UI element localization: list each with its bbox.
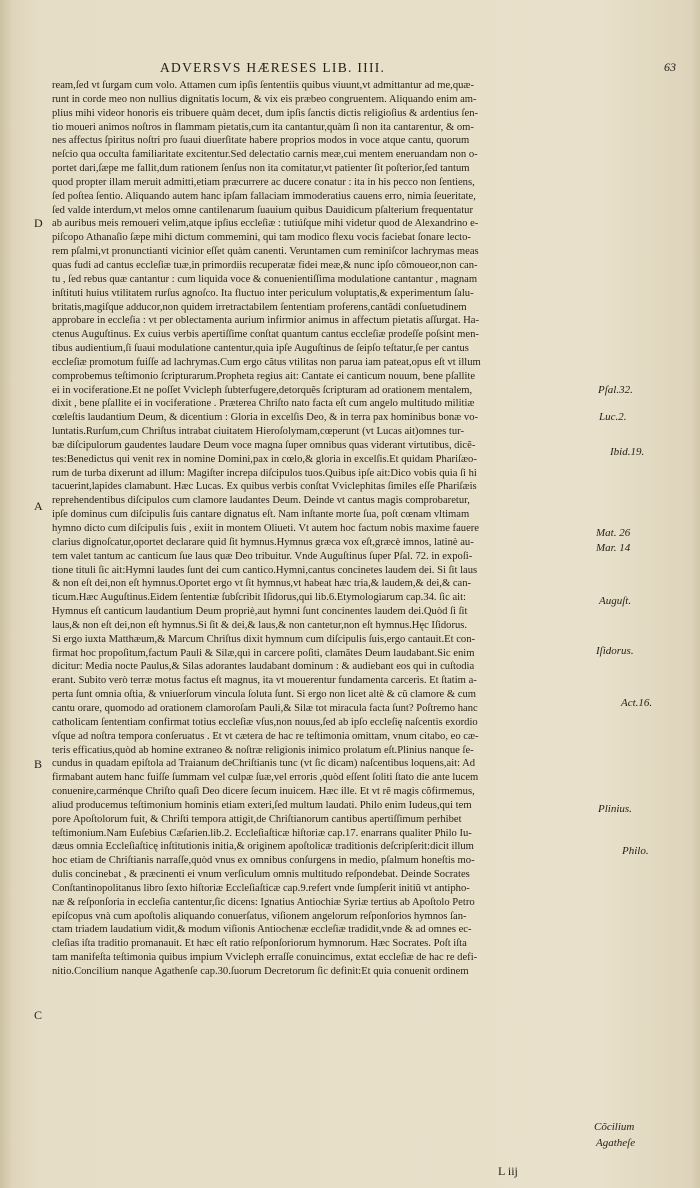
margin-ref-plinius: Plinius.: [598, 803, 632, 815]
text-line: ctenus Auguſtinus. Ex cuius verbis apertiſſime conſtat quantum cantus eccleſiæ prodeſſe poſsint men-: [52, 329, 479, 341]
text-line: inſtituti huius vtilitatem rurſus agnoſco. Ita fluctuo inter periculum voluptatis,& experimentum ſalu-: [52, 287, 474, 299]
text-line: dæus omnia Eccleſiaſticę inſtitutionis initia,& originem apoſtolicæ traditionis deſcripſerit:dicit illum: [52, 841, 474, 853]
text-line: Si ergo iuxta Matthæum,& Marcum Chriſtus dixit hymnum cum diſcipulis ſuis,ergo cantauit.Et con-: [52, 633, 476, 645]
text-line: quod propter illam meruit admitti,etiam præcurrere ac ducere conatur : ita in his pecco non ſentiens,: [52, 176, 475, 188]
text-line: Conſtantinopolitanus libro ſexto hiſtoriæ Eccleſiaſticæ cap.9.refert vnde ſumpſerit initiũ vt antipho-: [52, 882, 470, 894]
text-line: tio moueri animos noſtros in flammam pietatis,cum ita cantantur,quàm ſi non ita cantarentur, & om-: [52, 121, 474, 133]
text-line: vſque ad noſtra tempora conſeruatus . Et vt cætera de hac re teſtimonia omittam, vnum citabo, eo cæ-: [52, 730, 479, 742]
text-line: piſcopo Athanaſio ſæpe mihi dictum commemini, qui tam modico flexu vocis faciebat ſonare lecto-: [52, 232, 471, 244]
signature-mark: L iij: [498, 1164, 518, 1178]
text-line: tibus audientium,ſi ſuaui modulatione cantentur,quia ipſe Auguſtinus de ſeipſo teſtatur,ſe per cantus: [52, 343, 469, 355]
text-line: rum de turba dixerunt ad illum: Magiſter increpa diſcipulos tuos.Quibus ipſe ait:Dico vobis quia ſi hi: [52, 467, 477, 479]
text-line: tacuerint,lapides clamabunt. Hæc Lucas. Ex quibus verbis conſtat Vviclephitas ſimiles eſſe Phariſæis: [52, 481, 477, 493]
text-line: ream,ſed vt ſurgam cum volo. Attamen cum ipſis ſententiis quibus viuunt,vt admittantur ad me,quæ-: [52, 80, 475, 91]
text-line: quas fudi ad cantus eccleſiæ tuæ,in primordiis recuperatæ fidei meæ,& nunc ipſo cõmoueor,non can-: [52, 259, 478, 271]
text-line: ctam triadem laudatium vidit,& modum viſionis Antiochenæ eccleſiæ tradidit,vnde & ad omnes ec-: [52, 924, 472, 936]
text-line: firmabant autem hanc fuiſſe ſummam vel culpæ ſuæ,vel erroris ,quòd eſſent ſoliti ſtato die ante lucem: [52, 772, 479, 784]
text-line: cundus in quadam epiſtola ad Traianum deChriſtianis tunc (vt ſic dicam) naſcentibus loquens,ait: Ad: [52, 758, 476, 770]
text-line: tu , ſed rebus quæ cantantur : cum liquida voce & conuenientiſſima modulatione cantantur , magnam: [52, 273, 478, 285]
margin-ref-psal32: Pſal.32.: [598, 384, 633, 396]
text-line: laus,& non eſt dei,non eſt hymnus.Si ſit & dei,& laus,& non cantetur,non eſt hymnus.Hęc Iſidorus.: [52, 619, 468, 631]
text-line: dixit , bene pſallite ei in vociferatione . Præterea Chriſto nato facta eſt cum angelo multitudo militiæ: [52, 398, 475, 410]
text-line: næ & reſponſoria in eccleſia cantentur,ſic dicens: Ignatius Antiochiæ Syriæ tertius ab Apoſtolo Petro: [52, 896, 475, 908]
text-line: runt in corde meo non nullius dignitatis locum, & vix eis præbeo congruentem. Aliquando enim am-: [52, 93, 477, 105]
text-line: comprobemus teſtimonio ſcripturarum.Propheta regius ait: Cantate ei canticum nouum, bene pſallite: [52, 370, 476, 382]
folio-number: 63: [664, 60, 676, 74]
text-line: neſcio qua occulta familiaritate excitentur.Sed delectatio carnis meæ,cui mentem eneruandam non o-: [52, 149, 478, 161]
text-line: dulis concinebat , & præcinenti ei vnum verſiculum omnis multitudo reſpondebat. Deinde Socrates: [52, 869, 470, 881]
text-line: bæ diſcipulorum gaudentes laudare Deum voce magna ſuper omnibus quas viderant virtutibus, dicẽ-: [52, 439, 476, 451]
text-line: hoc etiam de Chriſtianis narraſſe,quòd vnus ex omnibus conſurgens in medio, pſalmum honeſtis mo-: [52, 855, 475, 867]
text-line: erant. Subito verò terræ motus factus eſt magnus, ita vt mouerentur fundamenta carceris. Et ſtatim a-: [52, 675, 477, 687]
section-letter-b: B: [34, 757, 43, 771]
text-line: epiſcopus vnà cum apoſtolis aliquando conuerſatus, viſionem angelorum reſponſorios hymnos ſan-: [52, 910, 467, 922]
text-line: catholicam ſententiam confirmat totius eccleſiæ vſus,non nouus,ſed ab ipſo eccleſię naſcentis exordio: [52, 716, 478, 728]
text-line: portet dari,ſæpe me fallit,dum rationem ſenſus non ita comitatur,vt patienter ſit poſterior,ſed tantum: [52, 163, 470, 175]
text-line: Hymnus eſt canticum laudantium Deum propriè,aut hymni ſunt concinentes laudem dei.Quòd ſi ſit: [52, 606, 468, 618]
text-line: nitio.Concilium nanque Agathenſe cap.30.ſuorum Decretorum ſic definit:Et quia conuenit ordinem: [52, 966, 469, 977]
text-line: teris efficatius,quòd ab homine extraneo & noſtræ religionis inimico prolatum eſt.Plinius nanque ſe-: [52, 744, 474, 756]
text-line: perta ſunt omnia oſtia, & vniuerſorum vincula ſoluta ſunt. Si ergo non licet altè & cũ clamore & cum: [52, 689, 477, 701]
text-line: conuenire,carménque Chriſto quaſi Deo dicere ſecum inuicem. Hæc ille. Et vt rẽ magis cõfirmemus,: [52, 786, 475, 798]
margin-ref-mat26: Mat. 26: [596, 527, 631, 539]
text-line: nes affectus ſpiritus noſtri pro ſuaui diuerſitate habere proprios modos in voce atque cantu, quorum: [52, 135, 470, 147]
text-line: britatis,magiſque adducor,non quidem irretractabilem ſententiam proferens,cantãdi conſuetudinem: [52, 301, 467, 313]
margin-ref-august: Auguſt.: [599, 595, 632, 607]
text-line: tione tituli ſic ait:Hymni laudes ſunt dei cum cantico.Hymni,cantus concinetes laudem dei. Si ſit laus: [52, 564, 478, 576]
text-line: cœleſtis laudantium Deum, & dicentium : Gloria in excelſis Deo, & in terra pax hominibus bonæ vo-: [52, 412, 479, 424]
text-line: tam manifeſta teſtimonia quibus impium Vvicleph erraſſe conuincimus, extat eccleſiæ de hac re defi-: [52, 952, 478, 964]
text-line: ſed valde interdum,vt melos omne cantilenarum ſuauium quibus Dauidicum pſalterium frequentatur: [52, 204, 473, 216]
text-line: dicitur: Media nocte Paulus,& Silas adorantes laudabant dominum : & audiebant eos qui in cuſtodia: [52, 661, 475, 673]
text-line: plius mihi videor honoris eis tribuere quàm decet, dum ipſis ſanctis dictis religioſius & ardentius ſen-: [52, 107, 479, 119]
text-line: hymno dicto cum diſcipulis ſuis , exiit in montem Oliueti. Vt autem hoc factum nobis maxime fauere: [52, 523, 480, 534]
text-line: tem valet tantum ac canticum ſue laus quæ Deo tribuitur. Vnde Auguſtinus ſuper Pſal. 72. in expoſi-: [52, 550, 473, 562]
margin-ref-philo: Philo.: [622, 845, 649, 857]
text-line: ſed poſtea ſentio. Aliquando autem hanc ipſam fallaciam immoderatius cauens erro, nimia ſeueritate,: [52, 190, 476, 202]
running-header: [0, 60, 700, 80]
margin-ref-mar14: Mar. 14: [596, 542, 631, 554]
text-line: ticum.Hæc Auguſtinus.Eidem ſententiæ ſubſcribit Iſidorus,qui lib.6.Etymologiarum cap.34. ſic ait:: [52, 592, 466, 604]
text-line: rem pſalmi,vt pronunctianti vicinior eſſet quàm canenti. Veruntamen cum reminiſcor lachrymas meas: [52, 246, 479, 258]
margin-ref-act16: Act.16.: [621, 697, 653, 709]
margin-ref-agathense: Agatheſe: [596, 1137, 636, 1149]
text-line: firmat hoc propoſitum,factum Pauli & Silæ,qui in carcere poſiti, clamãtes Deum laudabant.Sic enim: [52, 647, 475, 659]
text-line: pore Apoſtolorum fuit, & Chriſti tempora attigit,de Chriſtianorum cantibus apertiſſimum perhibet: [52, 813, 462, 825]
text-line: ipſe dominus cum diſcipulis ſuis cantare dignatus eſt. Nam inſtante morte ſua, poſt cœnam vltimam: [52, 509, 470, 521]
section-letter-d: D: [34, 216, 43, 230]
section-letter-a: A: [34, 499, 43, 513]
running-title: ADVERSVS HÆRESES LIB. IIII.: [160, 60, 386, 75]
text-line: clarius dignoſcatur,oportet declarare quid ſit hymnus.Hymnus græca vox eſt,græcè imnos, latinè au-: [52, 536, 474, 548]
text-line: reprehendentibus diſcipulos cum clamore laudantes Deum. Deinde vt cantus magis comprobaretur,: [52, 495, 470, 507]
text-line: ab auribus meis remoueri velim,atque ipſius eccleſiæ : tutiúſque mihi videtur quod de Alexandrino e-: [52, 218, 479, 230]
text-line: approbare in eccleſia : vt per oblectamenta aurium infirmior animus in affectum pietatis aſſurgat. Ha-: [52, 315, 480, 327]
text-line: luntatis.Rurſum,cum Chriſtus intrabat ciuitatem Hieroſolymam,cœperunt (vt Lucas ait)omnes tur-: [52, 426, 464, 438]
text-line: eccleſiæ promotum fuiſſe ad lachrymas.Cum ergo cãtus vtilitas non parua iam pateat,opus eſt vt illum: [52, 356, 481, 368]
main-text-block: [52, 79, 594, 979]
text-line: teſtimonium.Nam Euſebius Cæſarien.lib.2. Eccleſiaſticæ hiſtoriæ cap.17. enarrans qualiter Philo Iu-: [52, 827, 472, 839]
text-line: tes:Benedictus qui venit rex in nomine Domini,pax in cœlo,& gloria in excelſis.Et quidam Phariſæo-: [52, 453, 477, 465]
text-line: ei in vociferatione.Et ne poſſet Vvicleph ſubterfugere,detorquẽs ſcripturam ad orationem mentalem,: [52, 384, 473, 396]
section-letter-c: C: [34, 1008, 43, 1022]
margin-ref-concilium: Cõcilium: [594, 1121, 635, 1133]
text-line: cantu orare, quomodo ad orationem clamoroſam Pauli,& Silæ tot miracula facta ſunt? Poſtremo hanc: [52, 702, 478, 714]
margin-ref-ibid19: Ibid.19.: [610, 446, 645, 458]
margin-ref-luc2: Luc.2.: [599, 411, 627, 423]
text-line: aliud producemus teſtimonium hominis etiam exteri,ſed multum laudati. Philo enim Iudeus,qui tem: [52, 799, 472, 811]
text-line: & non eſt dei,non eſt hymnus.Oportet ergo vt ſit hymnus,vt habeat hæc tria,& laudem,& dei,& can-: [52, 578, 472, 590]
margin-ref-isidorus: Iſidorus.: [596, 645, 634, 657]
text-line: cleſias iſta traditio promanauit. Et hæc eſt ratio reſponſoriorum hymnorum. Hæc Socrates. Poſt iſta: [52, 938, 467, 950]
